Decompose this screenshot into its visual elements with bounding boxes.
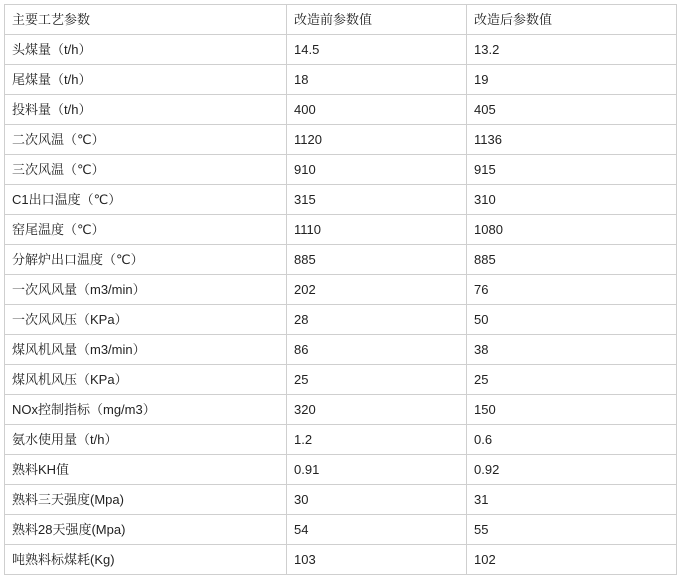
cell-value-before: 910 [287,155,467,185]
cell-parameter-name: C1出口温度（℃） [5,185,287,215]
cell-value-before: 1120 [287,125,467,155]
cell-value-before: 0.91 [287,455,467,485]
cell-value-before: 28 [287,305,467,335]
cell-parameter-name: 三次风温（℃） [5,155,287,185]
cell-value-after: 915 [467,155,677,185]
table-row [5,545,677,575]
table-header [5,5,677,35]
cell-value-after: 1136 [467,125,677,155]
cell-value-after: 0.92 [467,455,677,485]
cell-value-after: 76 [467,275,677,305]
cell-value-before: 1.2 [287,425,467,455]
table-row [5,215,677,245]
table-row [5,305,677,335]
table-row [5,515,677,545]
cell-parameter-name: 一次风风量（m3/min） [5,275,287,305]
table-row [5,245,677,275]
table-row [5,455,677,485]
cell-value-after: 55 [467,515,677,545]
cell-value-before: 54 [287,515,467,545]
cell-parameter-name: 煤风机风量（m3/min） [5,335,287,365]
cell-value-before: 18 [287,65,467,95]
cell-value-after: 38 [467,335,677,365]
table-row [5,335,677,365]
cell-parameter-name: 窑尾温度（℃） [5,215,287,245]
table-row [5,275,677,305]
cell-parameter-name: 分解炉出口温度（℃） [5,245,287,275]
cell-parameter-name: 头煤量（t/h） [5,35,287,65]
cell-value-before: 885 [287,245,467,275]
cell-value-before: 86 [287,335,467,365]
cell-value-before: 202 [287,275,467,305]
table-row [5,125,677,155]
table-row [5,395,677,425]
cell-value-after: 13.2 [467,35,677,65]
table-row [5,155,677,185]
cell-value-after: 102 [467,545,677,575]
table-row [5,35,677,65]
cell-parameter-name: 投料量（t/h） [5,95,287,125]
table-row [5,185,677,215]
cell-value-before: 25 [287,365,467,395]
cell-value-before: 1110 [287,215,467,245]
table-row [5,65,677,95]
cell-value-after: 0.6 [467,425,677,455]
cell-parameter-name: 一次风风压（KPa） [5,305,287,335]
cell-parameter-name: NOx控制指标（mg/m3） [5,395,287,425]
cell-parameter-name: 吨熟料标煤耗(Kg) [5,545,287,575]
cell-value-after: 50 [467,305,677,335]
table-header-row [5,5,677,35]
cell-value-after: 150 [467,395,677,425]
table-row [5,485,677,515]
cell-value-after: 1080 [467,215,677,245]
table-row [5,365,677,395]
column-header-after: 改造后参数值 [467,5,677,35]
cell-parameter-name: 尾煤量（t/h） [5,65,287,95]
cell-parameter-name: 氨水使用量（t/h） [5,425,287,455]
cell-parameter-name: 二次风温（℃） [5,125,287,155]
cell-value-after: 31 [467,485,677,515]
cell-parameter-name: 熟料28天强度(Mpa) [5,515,287,545]
cell-parameter-name: 煤风机风压（KPa） [5,365,287,395]
table-row [5,425,677,455]
column-header-parameter: 主要工艺参数 [5,5,287,35]
cell-value-after: 19 [467,65,677,95]
table-row [5,95,677,125]
cell-value-before: 30 [287,485,467,515]
cell-parameter-name: 熟料KH值 [5,455,287,485]
cell-value-after: 885 [467,245,677,275]
cell-value-before: 14.5 [287,35,467,65]
cell-value-before: 315 [287,185,467,215]
cell-value-before: 103 [287,545,467,575]
cell-value-after: 310 [467,185,677,215]
cell-value-after: 405 [467,95,677,125]
cell-value-before: 400 [287,95,467,125]
column-header-before: 改造前参数值 [287,5,467,35]
cell-value-after: 25 [467,365,677,395]
table-body [5,35,677,575]
cell-value-before: 320 [287,395,467,425]
cell-parameter-name: 熟料三天强度(Mpa) [5,485,287,515]
process-parameter-table [4,4,677,575]
